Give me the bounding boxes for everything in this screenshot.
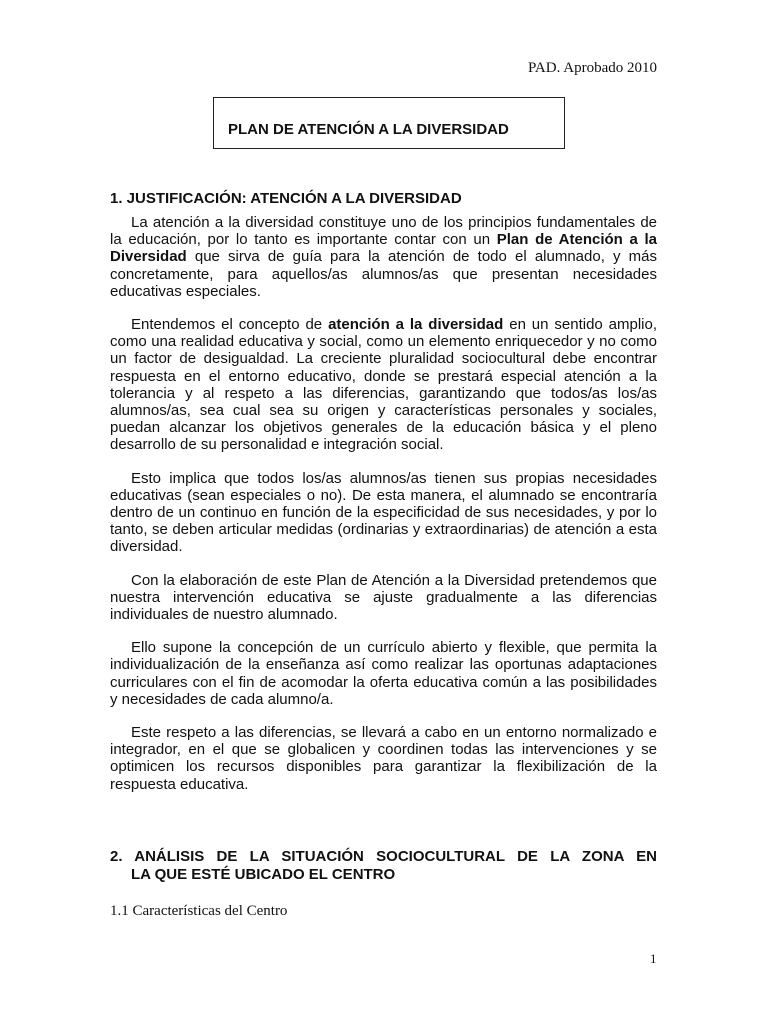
paragraph-1-text-c: que sirva de guía para la atención de todo el alumnado, y más concretamente, para aquellos/as alumnos/as que presentan necesidades educativas especiales. <box>110 248 657 300</box>
paragraph-4: Con la elaboración de este Plan de Atención a la Diversidad pretendemos que nuestra intervención educativa se ajuste gradualmente a las diferencias individuales de nuestro alumnado. <box>110 571 657 624</box>
paragraph-2 <box>110 316 657 454</box>
section-1-heading: 1. JUSTIFICACIÓN: ATENCIÓN A LA DIVERSIDAD <box>110 190 462 207</box>
paragraph-1-text-a: La atención a la diversidad constituye uno de los principios fundamentales de la educación, por lo tanto es importante contar con un <box>110 214 657 249</box>
paragraph-2-text-c: en un sentido amplio, como una realidad educativa y social, como un elemento enriquecedor y no como un factor de desigualdad. La creciente pluralidad sociocultural debe encontrar respuesta en el entorno educativo, donde se prestará especial atención a la tolerancia y al respeto a las diferencias, garantizando que todos/as los/as alumnos/as, sea cual sea su origen y características personales y sociales, puedan alcanzar los objetivos generales de la educación básica y el pleno desarrollo de su personalidad e integración social. <box>110 316 658 454</box>
section-2-heading-line-1: 2. ANÁLISIS DE LA SITUACIÓN SOCIOCULTURAL DE LA ZONA EN <box>110 848 657 865</box>
page-number: 1 <box>650 951 657 966</box>
section-1-body <box>110 214 657 793</box>
paragraph-1-bold-term: Plan de Atención a la Diversidad <box>110 231 657 266</box>
section-2-heading <box>110 848 657 884</box>
paragraph-5: Ello supone la concepción de un currículo abierto y flexible, que permita la individualización de la enseñanza así como realizar las oportunas adaptaciones curriculares con el fin de acomodar la oferta educativa común a las posibilidades y necesidades de cada alumno/a. <box>110 639 657 708</box>
paragraph-3: Esto implica que todos los/as alumnos/as tienen sus propias necesidades educativas (sean especiales o no). De esta manera, el alumnado se encontraría dentro de un continuo en función de la especificidad de sus necesidades, y por lo tanto, se deben articular medidas (ordinarias y extraordinarias) de atención a esta diversidad. <box>110 469 657 556</box>
section-2-heading-line-2: LA QUE ESTÉ UBICADO EL CENTRO <box>131 866 396 883</box>
paragraph-2-bold-term: atención a la diversidad <box>328 316 504 334</box>
document-title: PLAN DE ATENCIÓN A LA DIVERSIDAD <box>228 121 509 138</box>
paragraph-1 <box>110 214 657 300</box>
subsection-heading: 1.1 Características del Centro <box>110 903 288 919</box>
document-approval-header: PAD. Aprobado 2010 <box>527 60 657 76</box>
document-title-box <box>213 97 565 149</box>
paragraph-2-text-a: Entendemos el concepto de <box>131 316 329 334</box>
paragraph-6: Este respeto a las diferencias, se llevará a cabo en un entorno normalizado e integrador, en el que se globalicen y coordinen todas las intervenciones y se optimicen los recursos disponibles para garantizar la flexibilización de la respuesta educativa. <box>110 724 657 793</box>
